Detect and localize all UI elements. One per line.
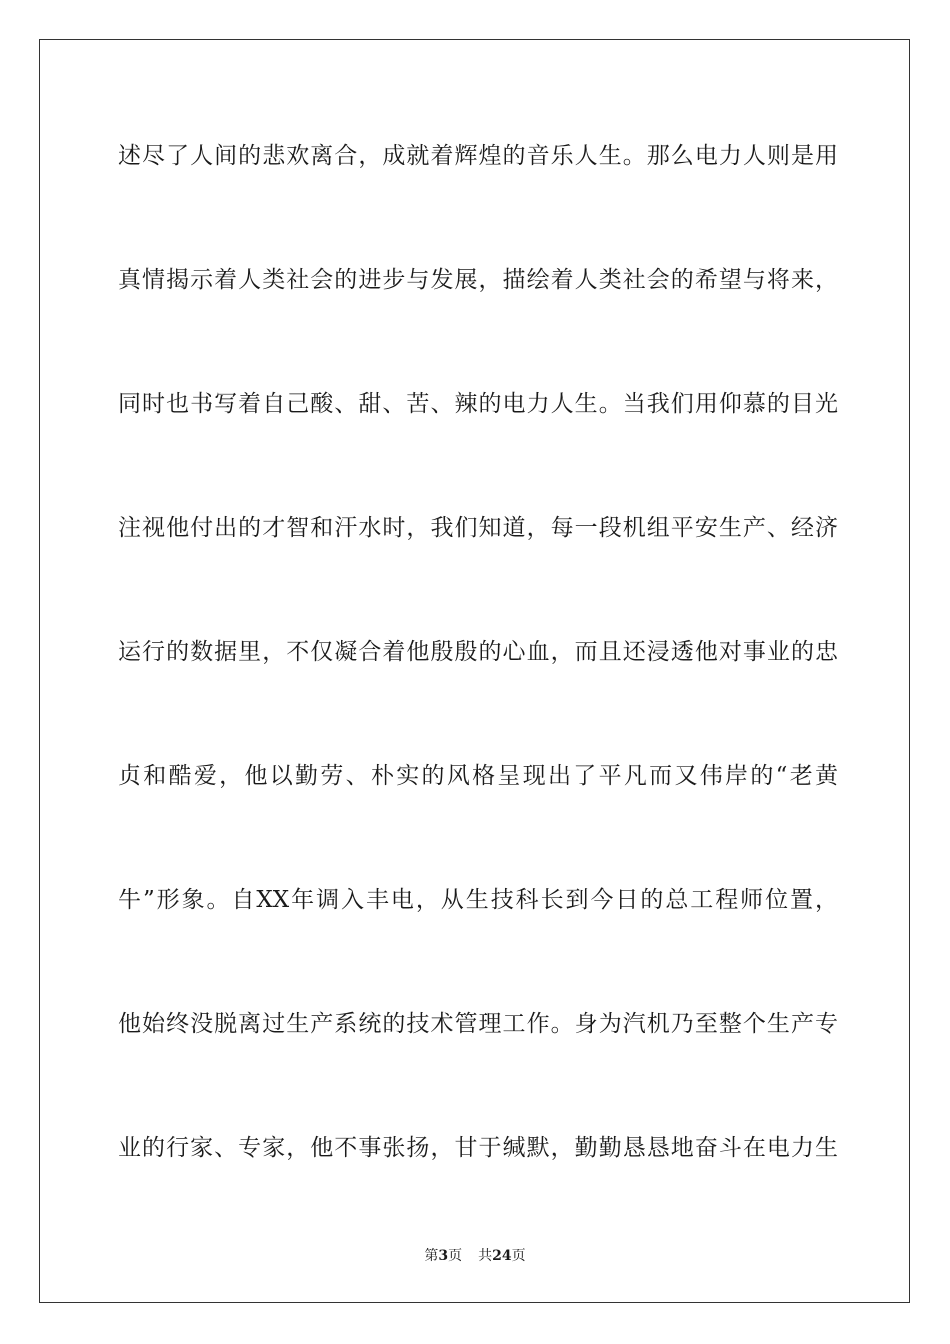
total-prefix: 共 [478, 1248, 493, 1264]
text-line-2: 真情揭示着人类社会的进步与发展，描绘着人类社会的希望与将来， [118, 267, 838, 293]
page-footer [0, 1245, 950, 1265]
page-prefix: 第 [424, 1248, 439, 1264]
total-pages: 24 [492, 1248, 512, 1264]
text-line-5: 运行的数据里，不仅凝合着他殷殷的心血，而且还浸透他对事业的忠 [118, 639, 838, 665]
page-number: 3 [438, 1248, 449, 1264]
text-line-1: 述尽了人间的悲欢离合，成就着辉煌的音乐人生。那么电力人则是用 [118, 143, 838, 169]
total-suffix: 页 [511, 1248, 526, 1264]
text-line-3: 同时也书写着自己酸、甜、苦、辣的电力人生。当我们用仰慕的目光 [118, 391, 838, 417]
text-line-6: 贞和酷爱，他以勤劳、朴实的风格呈现出了平凡而又伟岸的“老黄 [118, 763, 838, 789]
page-suffix: 页 [448, 1248, 463, 1264]
text-line-9: 业的行家、专家，他不事张扬，甘于缄默，勤勤恳恳地奋斗在电力生 [118, 1135, 838, 1161]
text-line-8: 他始终没脱离过生产系统的技术管理工作。身为汽机乃至整个生产专 [118, 1011, 838, 1037]
text-line-4: 注视他付出的才智和汗水时，我们知道，每一段机组平安生产、经济 [118, 515, 838, 541]
document-body [118, 130, 838, 1246]
text-line-7: 牛”形象。自XX年调入丰电，从生技科长到今日的总工程师位置， [118, 887, 838, 913]
